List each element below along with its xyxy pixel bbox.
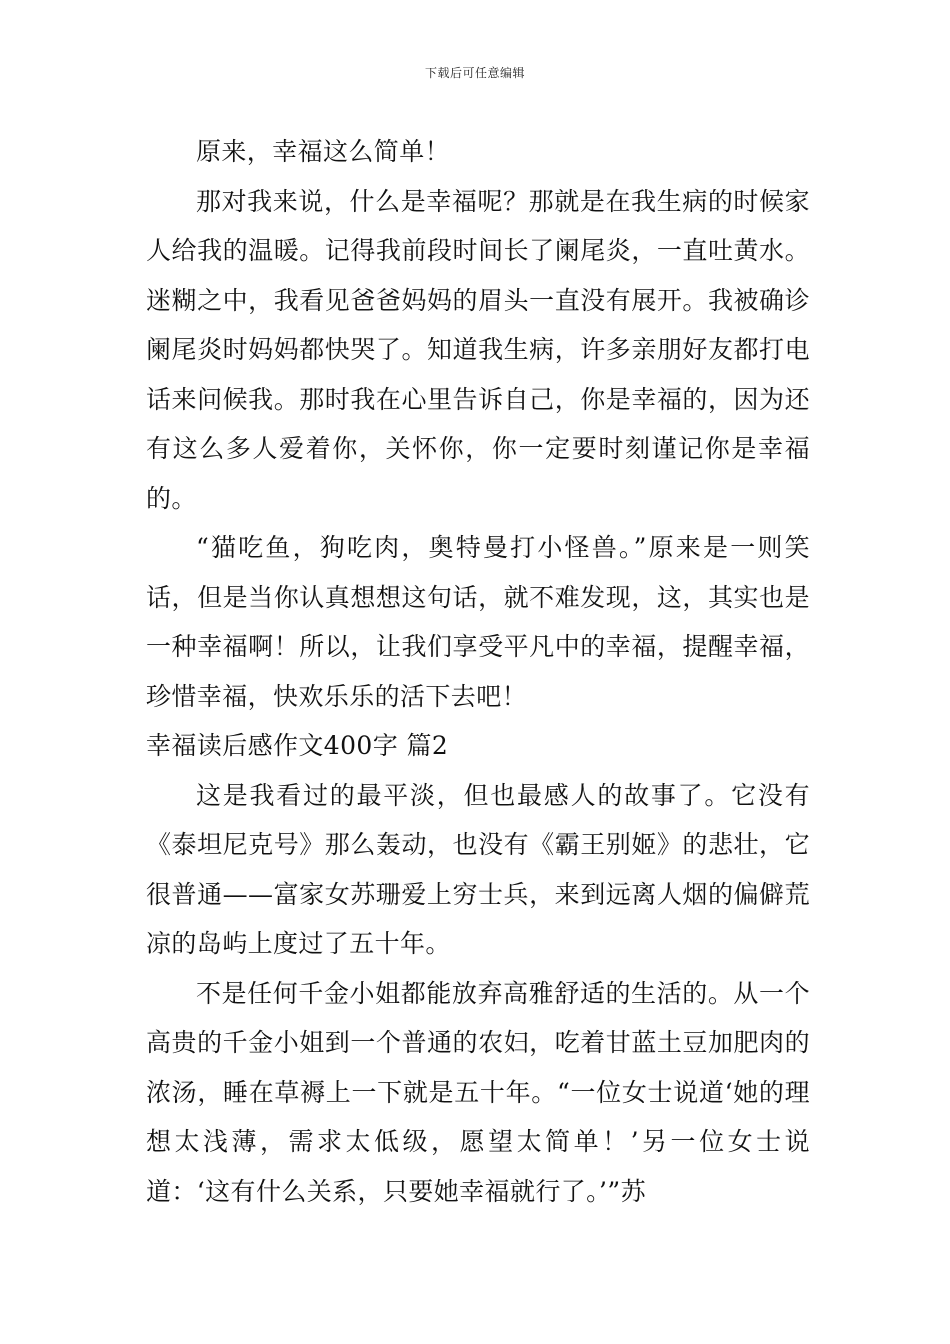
page-header-note: 下载后可任意编辑: [424, 66, 525, 80]
paragraph-4: 这是我看过的最平淡，但也最感人的故事了。它没有《泰坦尼克号》那么轰动，也没有《霸王别姬》的悲壮，它很普通——富家女苏珊爱上穷士兵，来到远离人烟的偏僻荒凉的岛屿上度过了五十年。: [146, 780, 810, 958]
paragraph-2: 那对我来说，什么是幸福呢？那就是在我生病的时候家人给我的温暖。记得我前段时间长了阑尾炎，一直吐黄水。迷糊之中，我看见爸爸妈妈的眉头一直没有展开。我被确诊阑尾炎时妈妈都快哭了。知道我生病，许多亲朋好友都打电话来问候我。那时我在心里告诉自己，你是幸福的，因为还有这么多人爱着你，关怀你，你一定要时刻谨记你是幸福的。: [146, 186, 810, 513]
paragraph-3: “猫吃鱼，狗吃肉，奥特曼打小怪兽。”原来是一则笑话，但是当你认真想想这句话，就不难发现，这，其实也是一种幸福啊！所以，让我们享受平凡中的幸福，提醒幸福，珍惜幸福，快欢乐乐的活下去吧！: [146, 533, 810, 711]
document-body: [146, 127, 810, 1216]
section-title: 幸福读后感作文400字 篇2: [146, 731, 449, 760]
paragraph-1: 原来，幸福这么简单！: [196, 137, 451, 166]
paragraph-5: 不是任何千金小姐都能放弃高雅舒适的生活的。从一个高贵的千金小姐到一个普通的农妇，吃着甘蓝土豆加肥肉的浓汤，睡在草褥上一下就是五十年。“一位女士说道‘她的理想太浅薄，需求太低级，愿望太简单！’另一位女士说道：‘这有什么关系，只要她幸福就行了。’”苏: [146, 978, 810, 1206]
